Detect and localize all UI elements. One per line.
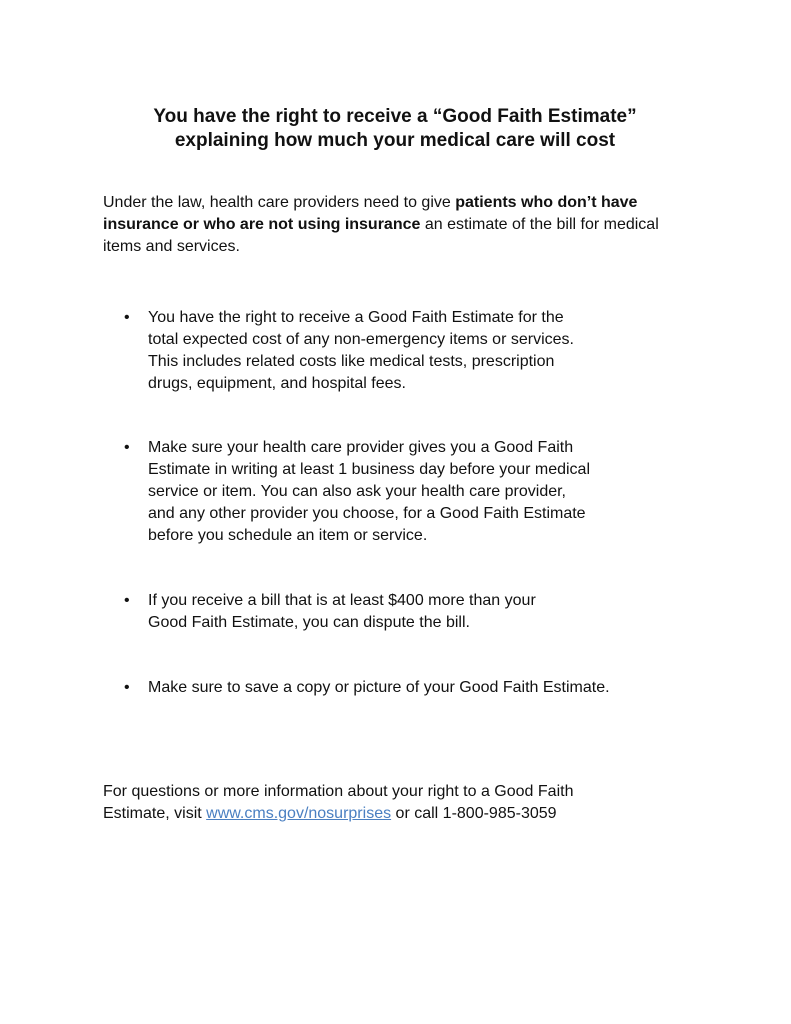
bullet-text xyxy=(148,677,684,699)
intro-bold-text: patients who don’t have insurance or who are not using insurance xyxy=(103,194,638,233)
bullet-dot-icon: • xyxy=(124,592,130,609)
bullet-line: Make sure your health care provider gives you a Good Faith xyxy=(148,439,574,456)
bullet-line: If you receive a bill that is at least $400 more than your xyxy=(148,592,536,609)
bullet-line: total expected cost of any non-emergency items or services. xyxy=(148,331,574,348)
intro-text-start: Under the law, health care providers need to give xyxy=(103,194,456,211)
bullet-dot-icon: • xyxy=(124,679,130,696)
footer-line-1: For questions or more information about your right to a Good Faith xyxy=(103,783,574,800)
intro-paragraph xyxy=(103,192,673,258)
bullet-line: You have the right to receive a Good Faith Estimate for the xyxy=(148,309,564,326)
title-line-2: explaining how much your medical care will cost xyxy=(174,130,616,151)
title-line-1: You have the right to receive a “Good Faith Estimate” xyxy=(153,106,637,127)
page-title xyxy=(80,105,710,153)
intro-text-end: an estimate of the bill for medical items and services. xyxy=(103,216,659,255)
bullet-dot-icon: • xyxy=(124,309,130,326)
bullet-line: Make sure to save a copy or picture of your Good Faith Estimate. xyxy=(148,679,610,696)
bullet-line: before you schedule an item or service. xyxy=(148,527,428,544)
bullet-line: drugs, equipment, and hospital fees. xyxy=(148,375,406,392)
footer-paragraph xyxy=(103,781,703,825)
bullet-line: This includes related costs like medical tests, prescription xyxy=(148,353,555,370)
bullet-text xyxy=(148,307,684,395)
bullet-line: and any other provider you choose, for a Good Faith Estimate xyxy=(148,505,586,522)
cms-nosurprises-link[interactable]: www.cms.gov/nosurprises xyxy=(206,805,392,822)
bullet-text xyxy=(148,590,684,634)
bullet-text xyxy=(148,437,684,547)
footer-prefix: Estimate, visit xyxy=(103,805,207,822)
bullet-dot-icon: • xyxy=(124,439,130,456)
bullet-line: Good Faith Estimate, you can dispute the bill. xyxy=(148,614,470,631)
footer-suffix-phone: or call 1-800-985-3059 xyxy=(391,805,557,822)
bullet-line: Estimate in writing at least 1 business day before your medical xyxy=(148,461,590,478)
bullet-line: service or item. You can also ask your health care provider, xyxy=(148,483,566,500)
footer-line-2 xyxy=(103,803,703,825)
